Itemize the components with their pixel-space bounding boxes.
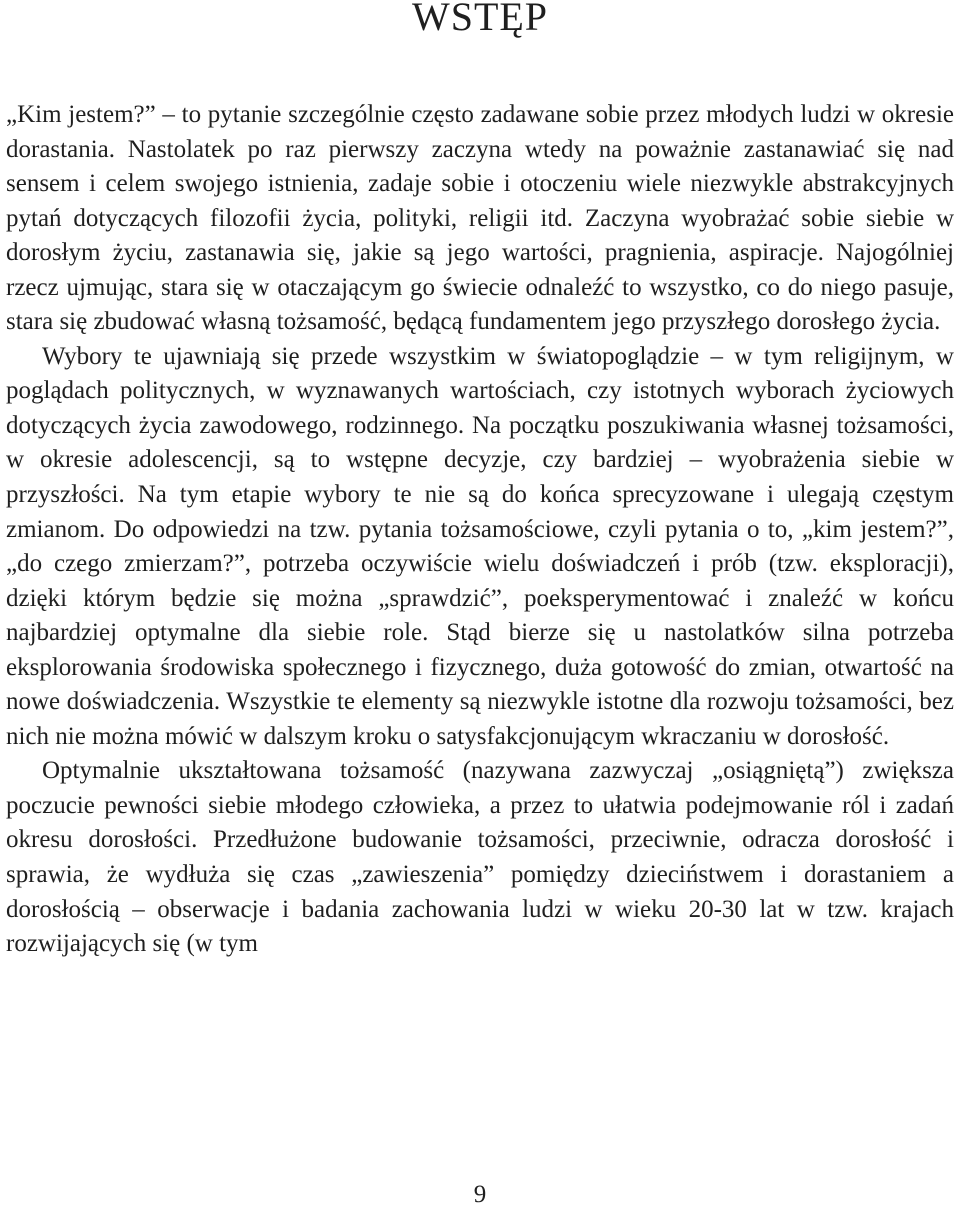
paragraph-3: Optymalnie ukształtowana tożsamość (nazywana zazwyczaj „osiągniętą”) zwiększa poczucie pewności siebie młodego człowieka, a przez to ułatwia podejmowanie ról i zadań okresu dorosłości. Przedłużone budowanie tożsamości, przeciwnie, odracza dorosłość i sprawia, że wydłuża się czas „zawieszenia” pomiędzy dzieciństwem i dorastaniem a dorosłością – obserwacje i badania zachowania ludzi w wieku 20-30 lat w tzw. krajach rozwijających się (w tym xyxy=(6,757,954,958)
page-title: WSTĘP xyxy=(411,0,549,39)
page-number: 9 xyxy=(473,1181,487,1208)
paragraph-2: Wybory te ujawniają się przede wszystkim w światopoglądzie – w tym religijnym, w poglądach politycznych, w wyznawanych wartościach, czy istotnych wyborach życiowych dotyczących życia zawodowego, rodzinnego. Na początku poszukiwania własnej tożsamości, w okresie adolescencji, są to wstępne decyzje, czy bardziej – wyobrażenia siebie w przyszłości. Na tym etapie wybory te nie są do końca sprecyzowane i ulegają częstym zmianom. Do odpowiedzi na tzw. pytania tożsamościowe, czyli pytania o to, „kim jestem?”, „do czego zmierzam?”, potrzeba oczywiście wielu doświadczeń i prób (tzw. eksploracji), dzięki którym będzie się można „sprawdzić”, poeksperymentować i znaleźć w końcu najbardziej optymalne dla siebie role. Stąd bierze się u nastolatków silna potrzeba eksplorowania środowiska społecznego i fizycznego, duża gotowość do zmian, otwartość na nowe doświadczenia. Wszystkie te elementy są niezwykle istotne dla rozwoju tożsamości, bez nich nie można mówić w dalszym kroku o satysfakcjonującym wkraczaniu w dorosłość. xyxy=(6,342,954,750)
body-text xyxy=(6,98,954,962)
paragraph-1: „Kim jestem?” – to pytanie szczególnie często zadawane sobie przez młodych ludzi w okresie dorastania. Nastolatek po raz pierwszy zaczyna wtedy na poważnie zastanawiać się nad sensem i celem swojego istnienia, zadaje sobie i otoczeniu wiele niezwykle abstrakcyjnych pytań dotyczących filozofii życia, polityki, religii itd. Zaczyna wyobrażać sobie siebie w dorosłym życiu, zastanawia się, jakie są jego wartości, pragnienia, aspiracje. Najogólniej rzecz ujmując, stara się w otaczającym go świecie odnaleźć to wszystko, co do niego pasuje, stara się zbudować własną tożsamość, będącą fundamentem jego przyszłego dorosłego życia. xyxy=(6,101,954,336)
